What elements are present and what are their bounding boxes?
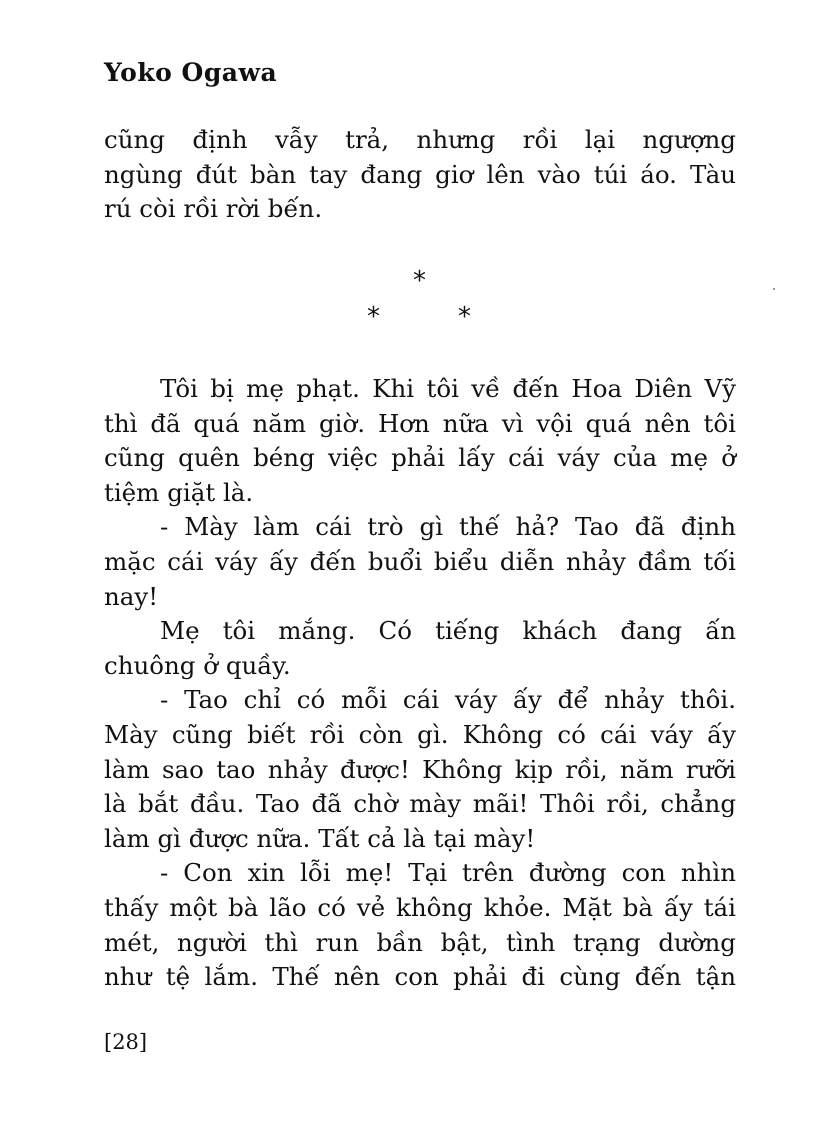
text-line: tiệm giặt là. — [104, 477, 254, 507]
text-line: như tệ lắm. Thế nên con phải đi cùng đến tận — [104, 962, 736, 992]
text-line: cũng định vẫy trả, nhưng rồi lại ngượng — [104, 125, 736, 154]
running-head: Yoko Ogawa — [104, 58, 278, 87]
text-line: rú còi rồi rời bến. — [104, 194, 323, 224]
text-line: làm gì được nữa. Tất cả là tại mày! — [104, 823, 536, 853]
section-break-star: * — [367, 302, 380, 332]
text-line: ngùng đút bàn tay đang giơ lên vào túi áo. Tàu — [104, 159, 736, 189]
text-line: thì đã quá năm giờ. Hơn nữa vì vội quá nên tôi — [104, 408, 736, 438]
text-line: - Tao chỉ có mỗi cái váy ấy để nhảy thôi. — [160, 685, 736, 715]
text-line: nay! — [104, 581, 159, 611]
scan-speck — [773, 288, 775, 290]
opening-paragraph — [104, 123, 736, 227]
text-line: thấy một bà lão có vẻ không khỏe. Mặt bà ấy tái — [104, 892, 736, 922]
text-line: cũng quên béng việc phải lấy cái váy của mẹ ở — [104, 443, 736, 473]
text-line: - Mày làm cái trò gì thế hả? Tao đã định — [160, 512, 736, 542]
text-line: Mày cũng biết rồi còn gì. Không có cái váy ấy — [104, 719, 736, 749]
text-line: làm sao tao nhảy được! Không kịp rồi, năm rưỡi — [104, 754, 736, 784]
text-line: mặc cái váy ấy đến buổi biểu diễn nhảy đầm tối — [104, 546, 736, 576]
text-line: mét, người thì run bần bật, tình trạng dường — [104, 927, 736, 957]
text-line: Mẹ tôi mắng. Có tiếng khách đang ấn — [160, 616, 736, 646]
body-text — [104, 372, 736, 995]
section-break-star: * — [413, 266, 426, 296]
page-number: [28] — [104, 1030, 148, 1054]
text-line: là bắt đầu. Tao đã chờ mày mãi! Thôi rồi, chẳng — [104, 789, 736, 819]
text-line: - Con xin lỗi mẹ! Tại trên đường con nhìn — [160, 858, 736, 888]
text-line: chuông ở quầy. — [104, 650, 291, 680]
section-break-star: * — [458, 302, 471, 332]
text-line: Tôi bị mẹ phạt. Khi tôi về đến Hoa Diên Vỹ — [160, 374, 736, 403]
